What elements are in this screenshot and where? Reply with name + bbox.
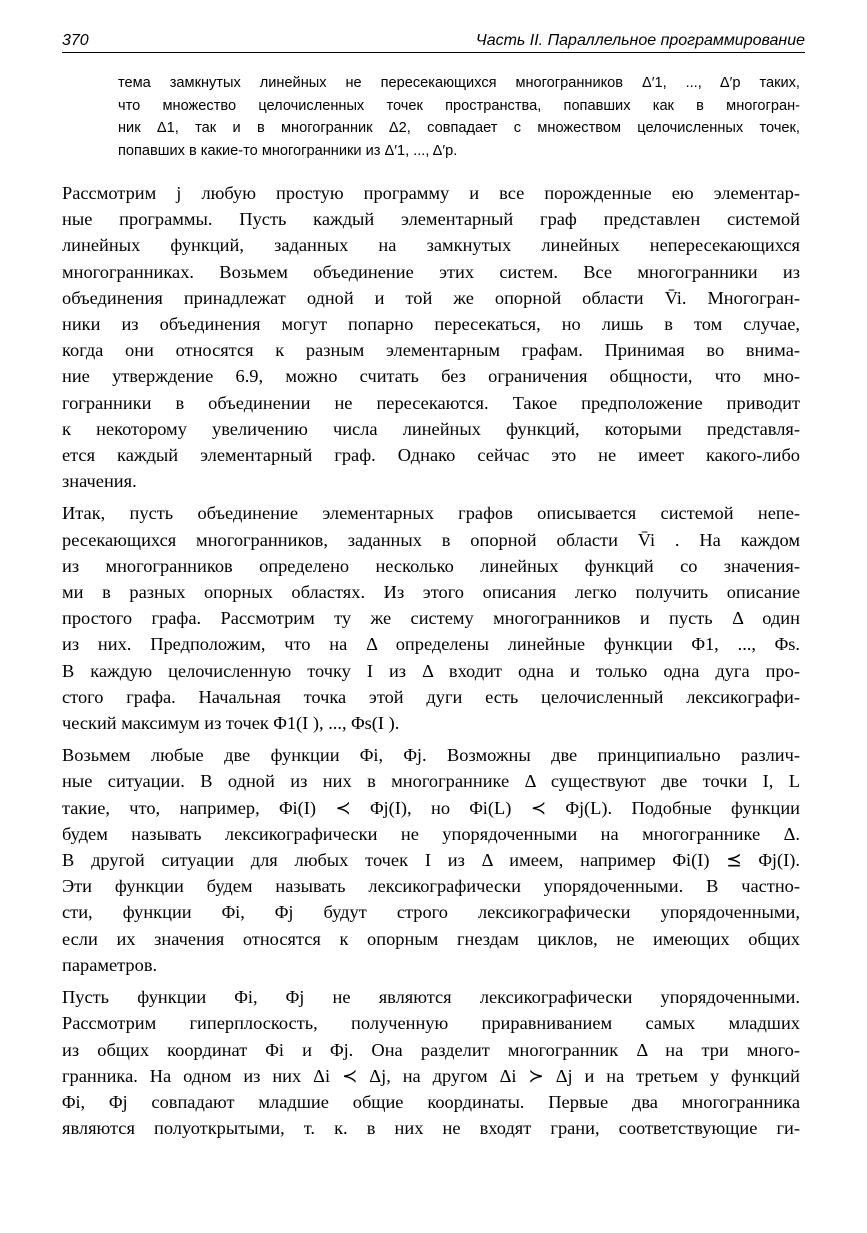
text-line: ресекающихся многогранников, заданных в опорной области V̄i . На каждом bbox=[62, 529, 800, 550]
text-line: ник Δ1, так и в многогранник Δ2, совпадает с множеством целочисленных точек, bbox=[118, 120, 800, 136]
text-line: Пусть функции Φi, Φj не являются лексикографически упорядоченными. bbox=[62, 987, 800, 1008]
text-line: ми в разных опорных областях. Из этого описания легко получить описание bbox=[62, 582, 800, 603]
text-line: многогранниках. Возьмем объединение этих систем. Все многогранники из bbox=[62, 261, 800, 282]
text-line: такие, что, например, Φi(I) ≺ Φj(I), но Φi(L) ≺ Φj(L). Подобные функции bbox=[62, 797, 800, 818]
page-number: 370 bbox=[62, 32, 89, 49]
theorem-text bbox=[118, 72, 800, 162]
text-line: Итак, пусть объединение элементарных графов описывается системой непе- bbox=[62, 503, 800, 524]
text-line: что множество целочисленных точек пространства, попавших как в многогран- bbox=[118, 97, 800, 114]
text-line: объединения принадлежат одной и той же опорной области V̄i. Многогран- bbox=[62, 287, 800, 308]
text-line: будем называть лексикографически не упорядоченными на многограннике Δ. bbox=[62, 823, 800, 844]
text-line: В другой ситуации для любых точек I из Δ имеем, например Φi(I) ⪯ Φj(I). bbox=[62, 850, 800, 871]
text-line: Φi, Φj совпадают младшие общие координаты. Первые два многогранника bbox=[62, 1091, 800, 1112]
text-line: простого графа. Рассмотрим ту же систему многогранников и пусть Δ один bbox=[62, 608, 800, 629]
text-line: ется каждый элементарный граф. Однако сейчас это не имеет какого-либо bbox=[62, 445, 800, 466]
text-line: если их значения относятся к опорным гнездам циклов, не имеющих общих bbox=[62, 928, 800, 949]
text-line: В каждую целочисленную точку I из Δ входит одна и только одна дуга про- bbox=[62, 660, 800, 681]
text-line: к некоторому увеличению числа линейных функций, которыми представля- bbox=[62, 418, 800, 439]
text-line: Эти функции будем называть лексикографически упорядоченными. В частно- bbox=[62, 876, 800, 897]
body-text bbox=[62, 180, 800, 1147]
paragraph bbox=[62, 984, 800, 1141]
text-line: сти, функции Φi, Φj будут строго лексикографически упорядоченными, bbox=[62, 902, 800, 923]
paragraph bbox=[62, 500, 800, 736]
text-line: гранника. На одном из них Δi ≺ Δj, на другом Δi ≻ Δj и на третьем у функций bbox=[62, 1065, 800, 1086]
text-line: линейных функций, заданных на замкнутых линейных непересекающихся bbox=[62, 235, 800, 256]
text-line: ческий максимум из точек Φ1(I ), ..., Φs(I ). bbox=[62, 713, 400, 734]
text-line: из многогранников определено несколько линейных функций со значения- bbox=[62, 555, 800, 576]
text-line: тема замкнутых линейных не пересекающихся многогранников Δ′1, ..., Δ′p таких, bbox=[118, 75, 800, 91]
text-line: параметров. bbox=[62, 954, 158, 975]
text-line: Возьмем любые две функции Φi, Φj. Возможны две принципиально различ- bbox=[62, 745, 800, 766]
text-line: стого графа. Начальная точка этой дуги есть целочисленный лексикографи- bbox=[62, 686, 800, 707]
theorem-paragraph bbox=[118, 72, 800, 162]
text-line: когда они относятся к разным элементарным графам. Принимая во внима- bbox=[62, 340, 800, 361]
text-line: из общих координат Φi и Φj. Она разделит многогранник Δ на три много- bbox=[62, 1039, 800, 1060]
text-line: из них. Предположим, что на Δ определены линейные функции Φ1, ..., Φs. bbox=[62, 634, 800, 655]
running-title: Часть II. Параллельное программирование bbox=[475, 32, 805, 49]
text-line: гогранники в объединении не пересекаются. Такое предположение приводит bbox=[62, 392, 800, 413]
text-line: Рассмотрим j любую простую программу и все порожденные ею элементар- bbox=[62, 183, 800, 203]
paragraph bbox=[62, 742, 800, 978]
text-line: значения. bbox=[62, 471, 137, 492]
text-line: ные программы. Пусть каждый элементарный граф представлен системой bbox=[62, 209, 800, 230]
page-header bbox=[62, 30, 805, 53]
text-line: ники из объединения могут попарно пересекаться, но лишь в том случае, bbox=[62, 314, 800, 335]
text-line: ние утверждение 6.9, можно считать без ограничения общности, что мно- bbox=[62, 366, 800, 387]
text-line: Рассмотрим гиперплоскость, полученную приравниванием самых младших bbox=[62, 1013, 800, 1034]
text-line: являются полуоткрытыми, т. к. в них не входят грани, соответствующие ги- bbox=[62, 1118, 800, 1139]
paragraph bbox=[62, 180, 800, 494]
text-line: попавших в какие-то многогранники из Δ′1, ..., Δ′p. bbox=[118, 142, 458, 159]
text-line: ные ситуации. В одной из них в многограннике Δ существуют две точки I, L bbox=[62, 771, 800, 792]
